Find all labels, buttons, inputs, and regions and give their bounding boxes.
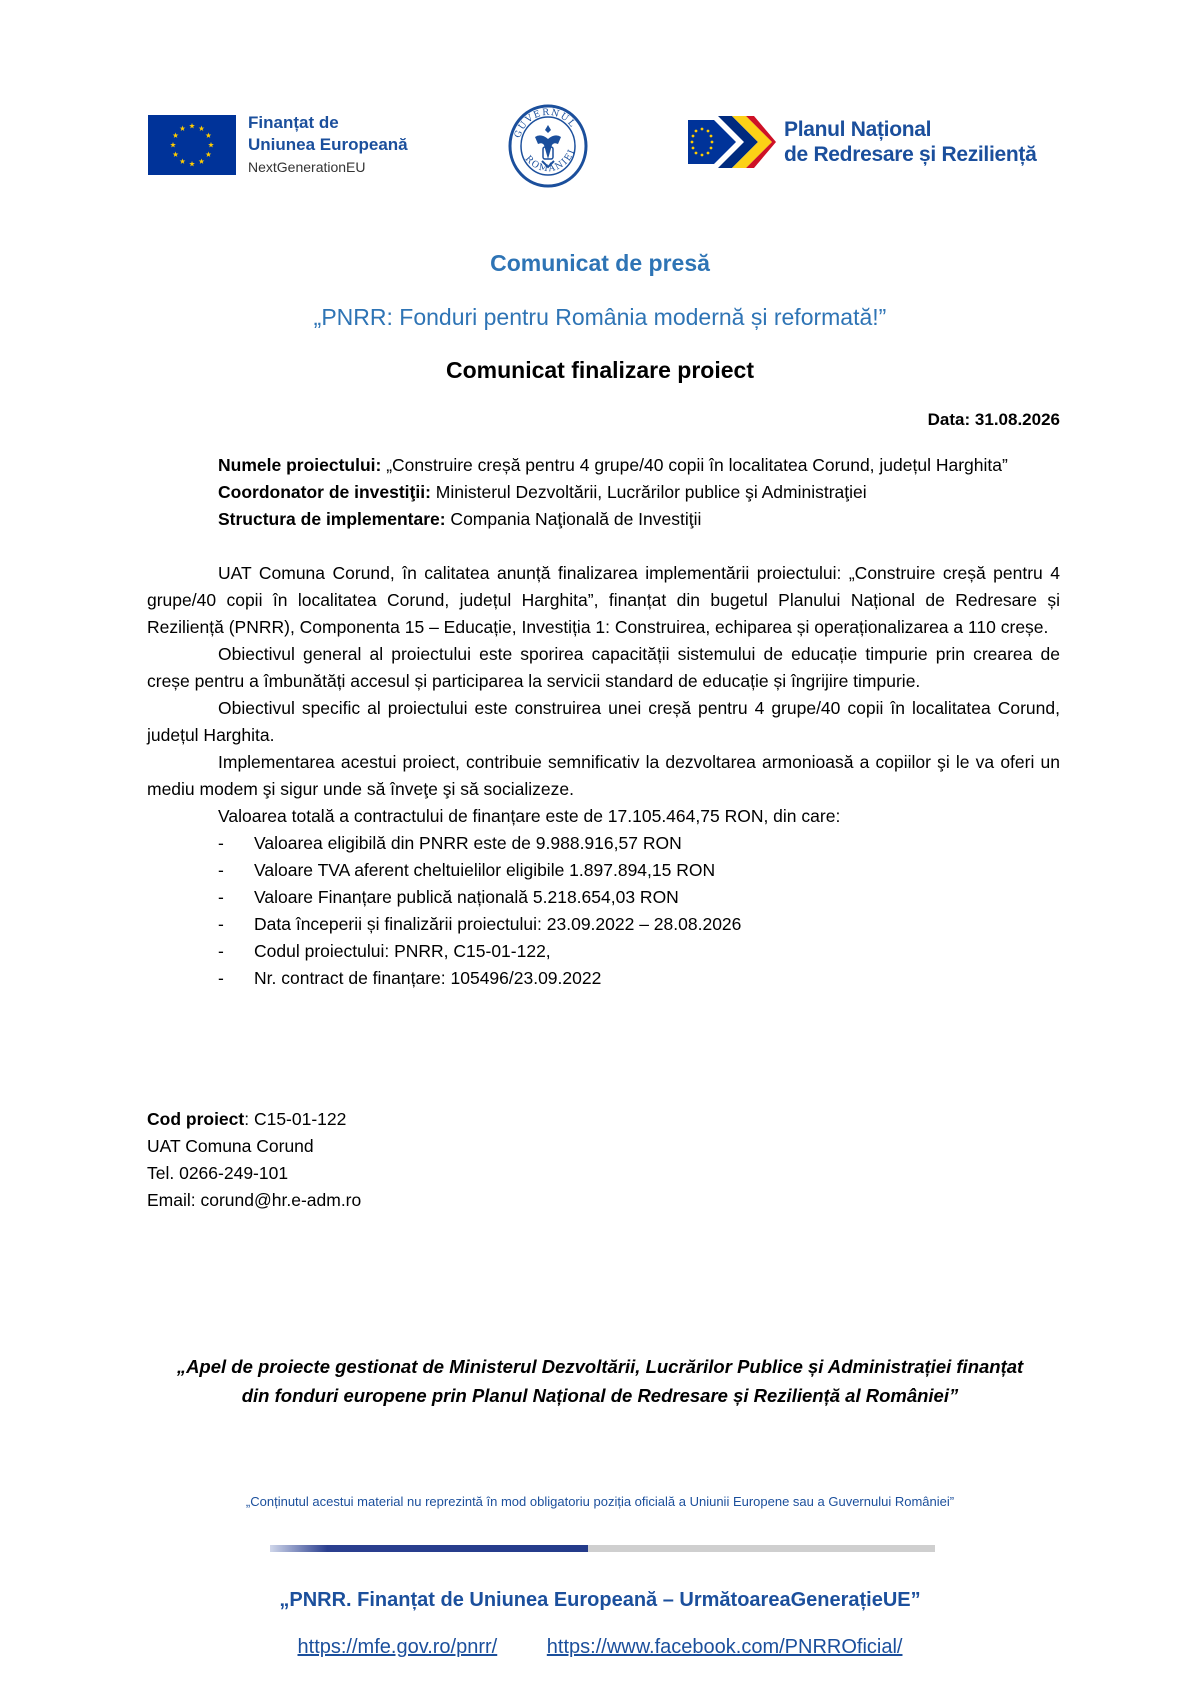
contact-phone: Tel. 0266-249-101 [147,1163,289,1183]
eu-funding-logo [148,112,408,178]
project-code-label: Cod proiect [147,1109,245,1129]
eu-logo-line1: Finanțat de [248,113,339,132]
pnrr-chevron-icon [688,116,776,168]
apel-line1: „Apel de proiecte gestionat de Ministerul Dezvoltării, Lucrărilor Publice și Administrației finanțat [176,1356,1024,1377]
coordinator-value: Ministerul Dezvoltării, Lucrărilor publice şi Administraţiei [430,482,867,502]
campaign-slogan: „PNRR: Fonduri pentru România modernă și reformată!” [313,304,887,330]
document-title: Comunicat finalizare proiect [445,357,754,383]
svg-text:GUVERNUL: GUVERNUL [513,107,578,140]
list-item: - Nr. contract de finanțare: 105496/23.09.2022 [218,968,602,988]
eu-disclaimer: „Conținutul acestui material nu reprezintă în mod obligatoriu poziția oficială a Uniunii Europene sau a Guvernului României” [245,1494,955,1509]
structure-label: Structura de implementare: [218,509,446,529]
footer-divider-bar [270,1545,935,1552]
footer-title: „PNRR. Finanțat de Uniunea Europeană – UrmătoareaGenerațieUE” [279,1589,921,1611]
coordinator-line [147,479,1060,506]
eu-flag-icon [148,115,236,175]
paragraph-general-objective: Obiectivul general al proiectului este sporirea capacității sistemului de educație timpurie prin crearea de creșe pentru a îmbunătăți accesul și participarea la servicii standard de educație și îngrijire timpurie. [147,644,1060,691]
paragraph-impact: Implementarea acestui proiect, contribuie semnificativ la dezvoltarea armonioasă a copiilor şi le va oferi un mediu modem şi sigur unde să înveţe şi să socializeze. [147,752,1060,799]
structure-value: Compania Naţională de Investiţii [445,509,702,529]
release-date [928,410,1060,430]
mfe-pnrr-link[interactable]: https://mfe.gov.ro/pnrr/ [297,1636,498,1658]
paragraph-announcement: UAT Comuna Corund, în calitatea anunță finalizarea implementării proiectului: „Construire creșă pentru 4 grupe/40 copii în localitatea Corund, județul Harghita”, finanțat din bugetul Planului Național de Redresare și Reziliență (PNRR), Componenta 15 – Educație, Investiția 1: Construirea, echiparea și operaționalizarea a 110 creșe. [147,563,1060,637]
pnrr-logo-line2: de Redresare și Reziliență [784,143,1037,166]
project-code-line [147,1106,361,1133]
svg-text:ROMÂNIEI: ROMÂNIEI [522,147,578,175]
document-body [147,452,1060,992]
date-value: 31.08.2026 [974,410,1060,429]
date-label: Data: [927,410,971,429]
structure-line [147,506,1060,533]
list-item: - Valoare TVA aferent cheltuielilor eligibile 1.897.894,15 RON [218,860,716,880]
project-name-line [147,452,1060,479]
contact-organization: UAT Comuna Corund [147,1136,314,1156]
contact-email: Email: corund@hr.e-adm.ro [147,1190,362,1210]
apel-line2: din fonduri europene prin Planul Național de Redresare și Reziliență al României” [241,1385,959,1406]
financial-details-list [147,830,1060,992]
paragraph-specific-objective: Obiectivul specific al proiectului este construirea unei creșă pentru 4 grupe/40 copii în localitatea Corund, județul Harghita. [147,698,1060,745]
contact-block [147,1106,361,1214]
eu-logo-line3: NextGenerationEU [248,159,366,175]
project-name-label: Numele proiectului: [218,455,382,475]
list-item: - Valoarea eligibilă din PNRR este de 9.988.916,57 RON [218,833,682,853]
list-item: - Valoare Finanțare publică națională 5.218.654,03 RON [218,887,679,907]
press-release-title: Comunicat de presă [490,250,710,276]
facebook-pnrr-link[interactable]: https://www.facebook.com/PNRROficial/ [546,1636,903,1658]
pnrr-logo-line1: Planul Național [784,118,932,141]
guvernul-romaniei-seal-icon [507,103,589,189]
paragraph-total-value: Valoarea totală a contractului de finanțare este de 17.105.464,75 RON, din care: [218,806,841,826]
project-code-value: : C15-01-122 [244,1109,347,1129]
project-name-value: „Construire creșă pentru 4 grupe/40 copii în localitatea Corund, județul Harghita” [381,455,1008,475]
call-for-projects-note [0,1352,1200,1410]
footer-links [0,1636,1200,1659]
pnrr-logo [688,116,1037,168]
list-item: - Codul proiectului: PNRR, C15-01-122, [218,941,551,961]
coordinator-label: Coordonator de investiţii: [218,482,431,502]
list-item: - Data începerii și finalizării proiectului: 23.09.2022 – 28.08.2026 [218,914,742,934]
eu-logo-line2: Uniunea Europeană [248,135,408,154]
